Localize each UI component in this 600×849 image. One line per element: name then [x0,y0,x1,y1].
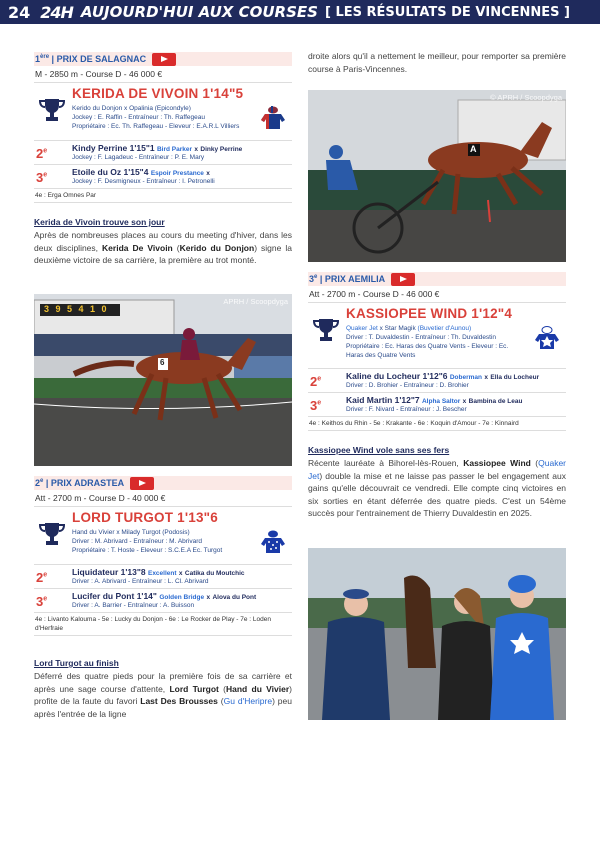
article-title: Kassiopee Wind vole sans ses fers [308,445,450,455]
horse-team: Jockey : F. Desmigneux - Entraîneur : I. Petronelli [72,178,215,185]
horse-name: Lucifer du Pont 1'14" [72,591,157,601]
winner-team: Jockey : E. Raffin - Entraîneur : Th. Raffegeau [72,114,205,121]
race-meta: Att - 2700 m - Course D - 46 000 € [308,287,566,303]
race-photo-image [34,294,292,466]
horse-name: Etoile du Oz 1'15"4 [72,167,149,177]
article-body: Récente lauréate à Bihorel-lès-Rouen, Kassiopee Wind (Quaker Jet) double la mise et ne laisse pas passer le bel engagement aux gains qu'elle découvrait ce vendredi. Elle compte cinq victoires en six sorties en étant déferrée des quatre pieds. C'est un 54ème succès pour l'entrainement de Thierry Duvaldestin en 2025. [308,458,567,518]
third-place: 3e Kaid Martin 1'12"7 Alpha Saltor x Bambina de Leau Driver : F. Nivard - Entraîneur : J. Bescher [308,393,566,417]
second-place: 2e Kaline du Locheur 1'12"6 Doberman x Ella du Locheur Driver : D. Brohier - Entraîneur : D. Brohier [308,369,566,393]
other-finishers: 4e : Erga Omnes Par [34,189,292,203]
winner-team: Driver : M. Abrivard - Entraîneur : M. Abrivard [72,538,203,545]
winner-pedigree: Kerido du Donjon x Opalinia (Epicondyle) [72,105,191,112]
page-header [0,0,600,24]
trophy-icon [38,97,66,123]
winners-photo-image [308,548,566,720]
photo-credit: APRH / Scoopdyga [223,297,288,306]
article-continuation: droite alors qu'il a nettement le meilleur, pour remporter sa première course à Paris-Vincennes. [308,51,566,74]
winner-block [34,83,292,141]
trophy-icon [312,317,340,343]
jersey-icon [534,325,560,351]
horse-team: Jockey : F. Lagadeuc - Entraîneur : P. E. Mary [72,154,205,161]
winner-owner-cont: Haras des Quatre Vents [346,352,416,359]
horse-name: Kaid Martin 1'12"7 [346,395,420,405]
winner-name: LORD TURGOT 1'13"6 [72,510,218,525]
race-header [308,272,566,286]
article-body: Après de nombreuses places au cours du meeting d'hiver, dans les deux disciplines, Kerida De Vivoin (Kerido du Donjon) signe la deuxième victoire de sa carrière, la première au trot monté. [34,230,292,265]
race-2 [34,476,292,720]
page-number: 24 [8,2,31,22]
second-place: 2e Kindy Perrine 1'15"1 Bird Parker x Dinky Perrine Jockey : F. Lagadeuc - Entraîneur : P. E. Mary [34,141,292,165]
race-photo-image [308,90,566,262]
race-3 [308,272,566,520]
winner-pedigree: Hand du Vivier x Milady Turgot (Podosis) [72,529,190,536]
winner-owner: Propriétaire : T. Hoste - Eleveur : S.C.E.A Ec. Turgot [72,547,223,554]
play-video-button[interactable] [130,477,154,490]
race-header [34,476,292,490]
horse-name: Kaline du Locheur 1'12"6 [346,371,448,381]
horse-team: Driver : A. Abrivard - Entraîneur : L. Cl. Abrivard [72,578,209,585]
winner-name: KERIDA DE VIVOIN 1'14"5 [72,86,244,101]
other-finishers: 4e : Livanto Kalouma - 5e : Lucky du Donjon - 6e : Le Rocker de Play - 7e : Loden d'Herfraie [34,613,292,636]
winner-owner: Propriétaire : Ec. Th. Raffegeau - Eleveur : E.A.R.L Villiers [72,123,240,130]
saddle-number: A [470,144,477,154]
article-title: Kerida de Vivoin trouve son jour [34,217,165,227]
trophy-icon [38,521,66,547]
horse-team: Driver : F. Nivard - Entraîneur : J. Bescher [346,406,467,413]
second-place: 2e Liquidateur 1'13"8 Excellent x Catika du Moutchic Driver : A. Abrivard - Entraîneur : L. Cl. Abrivard [34,565,292,589]
winner-block [308,303,566,369]
saddle-number: 6 [160,358,165,367]
horse-team: Driver : D. Brohier - Entraîneur : D. Brohier [346,382,469,389]
article-title: Lord Turgot au finish [34,658,119,668]
right-column [308,50,567,518]
race-label: 3e | PRIX AEMILIA [309,274,386,284]
winner-team: Driver : T. Duvaldestin - Entraîneur : Th. Duvaldestin [346,334,497,341]
winners-photo [308,548,566,720]
tote-board: 3 9 5 4 1 0 [44,304,109,314]
race-label: 1ère | PRIX DE SALAGNAC [35,54,147,64]
race-photo [34,294,292,466]
race-label: 2e | PRIX ADRASTEA [35,478,125,488]
jersey-icon [260,529,286,555]
header-title: AUJOURD'HUI AUX COURSES [80,3,318,21]
horse-name: Liquidateur 1'13"8 [72,567,146,577]
winner-owner: Propriétaire : Ec. Haras des Quatre Vents - Eleveur : Ec. [346,343,509,350]
section-title: [ LES RÉSULTATS DE VINCENNES ] [325,4,570,20]
logo: 24H [40,2,73,22]
photo-credit: © APRH / Scoopdyga [490,93,562,102]
horse-name: Kindy Perrine 1'15"1 [72,143,155,153]
race-meta: Att - 2700 m - Course D - 40 000 € [34,491,292,507]
winner-name: KASSIOPEE WIND 1'12"4 [346,306,513,321]
horse-team: Driver : A. Barrier - Entraîneur : A. Buisson [72,602,195,609]
play-video-button[interactable] [391,273,415,286]
race-meta: M - 2850 m - Course D - 46 000 € [34,67,292,83]
jersey-icon [260,105,286,131]
article-body: Déferré des quatre pieds pour la première fois de sa carrière et après une sage course d'attente, Lord Turgot (Hand du Vivier) profite de la faute du favori Last Des Brousses (Gu d'Heripre) peu après l'entrée de la ligne [34,671,292,719]
winner-block [34,507,292,565]
play-video-button[interactable] [152,53,176,66]
race-photo [308,90,566,262]
other-finishers: 4e : Keithos du Rhin - 5e : Krakante - 6e : Koquin d'Amour - 7e : Kinnaird [308,417,566,431]
third-place: 3e Lucifer du Pont 1'14" Golden Bridge x Alova du Pont Driver : A. Barrier - Entraîneur : A. Buisson [34,589,292,613]
winner-pedigree: Quaker Jet x Star Magik (Buvetier d'Aunou) [346,325,472,332]
third-place: 3e Etoile du Oz 1'15"4 Espoir Prestance x Jockey : F. Desmigneux - Entraîneur : I. Petronelli [34,165,292,189]
left-column [34,52,292,719]
race-header [34,52,292,66]
race-1 [34,52,292,203]
